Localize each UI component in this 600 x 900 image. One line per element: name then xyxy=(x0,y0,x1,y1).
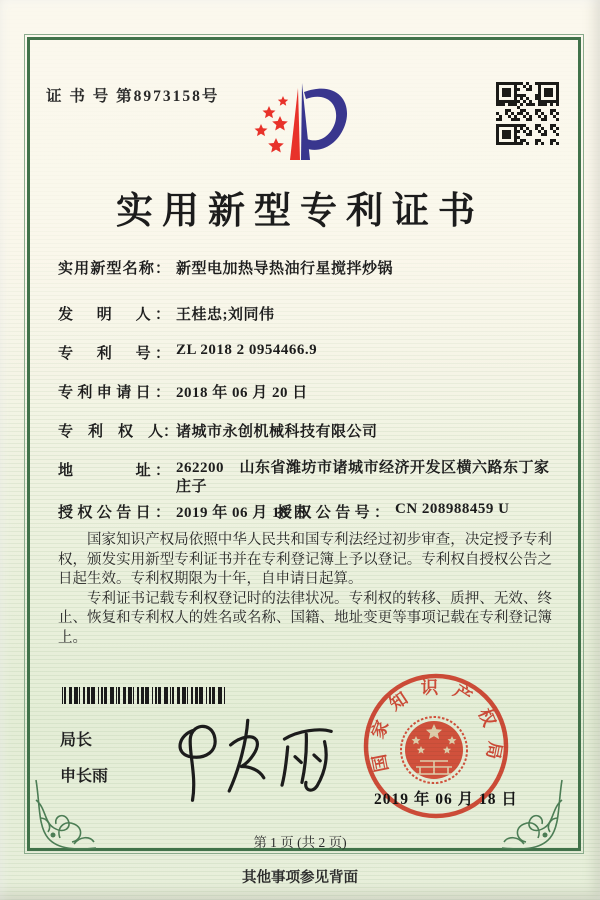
field-label: 实用新型名称： xyxy=(58,261,170,277)
commissioner-title: 局长 xyxy=(60,732,93,749)
field-address xyxy=(58,459,554,497)
field-label: 授权公告日： xyxy=(58,505,170,521)
field-value: 262200 山东省潍坊市诸城市经济开发区横六路东丁家庄子 xyxy=(176,460,550,495)
field-value: 2019 年 06 月 18 日 xyxy=(176,505,308,521)
field-value: ZL 2018 2 0954466.9 xyxy=(176,342,318,358)
seal-date: 2019 年 06 月 18 日 xyxy=(374,791,518,808)
qr-code xyxy=(496,82,559,145)
field-label: 专 利 权 人： xyxy=(58,424,179,440)
field-inventor xyxy=(58,303,275,324)
legal-paragraph-2: 专利证书记载专利权登记时的法律状况。专利权的转移、质押、无效、终止、恢复和专利权人的姓名或名称、国籍、地址变更等事项记载在专利登记簿上。 xyxy=(58,590,552,646)
field-patentee xyxy=(58,420,378,441)
field-label: 地 址： xyxy=(58,463,170,479)
reverse-side-note: 其他事项参见背面 xyxy=(242,870,358,886)
field-label: 专 利 号： xyxy=(58,346,170,362)
field-value: 新型电加热导热油行星搅拌炒锅 xyxy=(176,261,394,277)
field-value: 王桂忠;刘同伟 xyxy=(176,307,275,323)
field-value: 诸城市永创机械科技有限公司 xyxy=(176,424,378,440)
field-label: 专利申请日： xyxy=(58,385,170,401)
certificate-number: 证 书 号 第8973158号 xyxy=(46,88,220,105)
field-label: 发 明 人： xyxy=(58,307,170,323)
page-number: 第 1 页 (共 2 页) xyxy=(253,835,347,850)
field-name xyxy=(58,257,393,278)
field-value: CN 208988459 U xyxy=(395,501,510,517)
legal-text xyxy=(58,531,552,648)
commissioner-signature xyxy=(163,703,351,809)
seal-arc-text: 国家知识产权局 xyxy=(366,677,506,774)
field-value: 2018 年 06 月 20 日 xyxy=(176,385,308,401)
field-label: 授权公告号： xyxy=(277,505,389,521)
field-patent-number xyxy=(58,342,317,363)
commissioner-name: 申长雨 xyxy=(60,768,109,785)
field-filing-date xyxy=(58,381,308,402)
legal-paragraph-1: 国家知识产权局依照中华人民共和国专利法经过初步审查，决定授予专利权，颁发实用新型专利证书并在专利登记簿上予以登记。专利权自授权公告之日起生效。专利权期限为十年，自申请日起算。 xyxy=(58,532,552,587)
field-grant-number xyxy=(277,501,510,522)
field-grant-date xyxy=(58,501,510,522)
certificate-title: 实用新型专利证书 xyxy=(116,191,484,232)
cnipa-logo-icon xyxy=(243,80,355,176)
barcode xyxy=(62,687,227,704)
